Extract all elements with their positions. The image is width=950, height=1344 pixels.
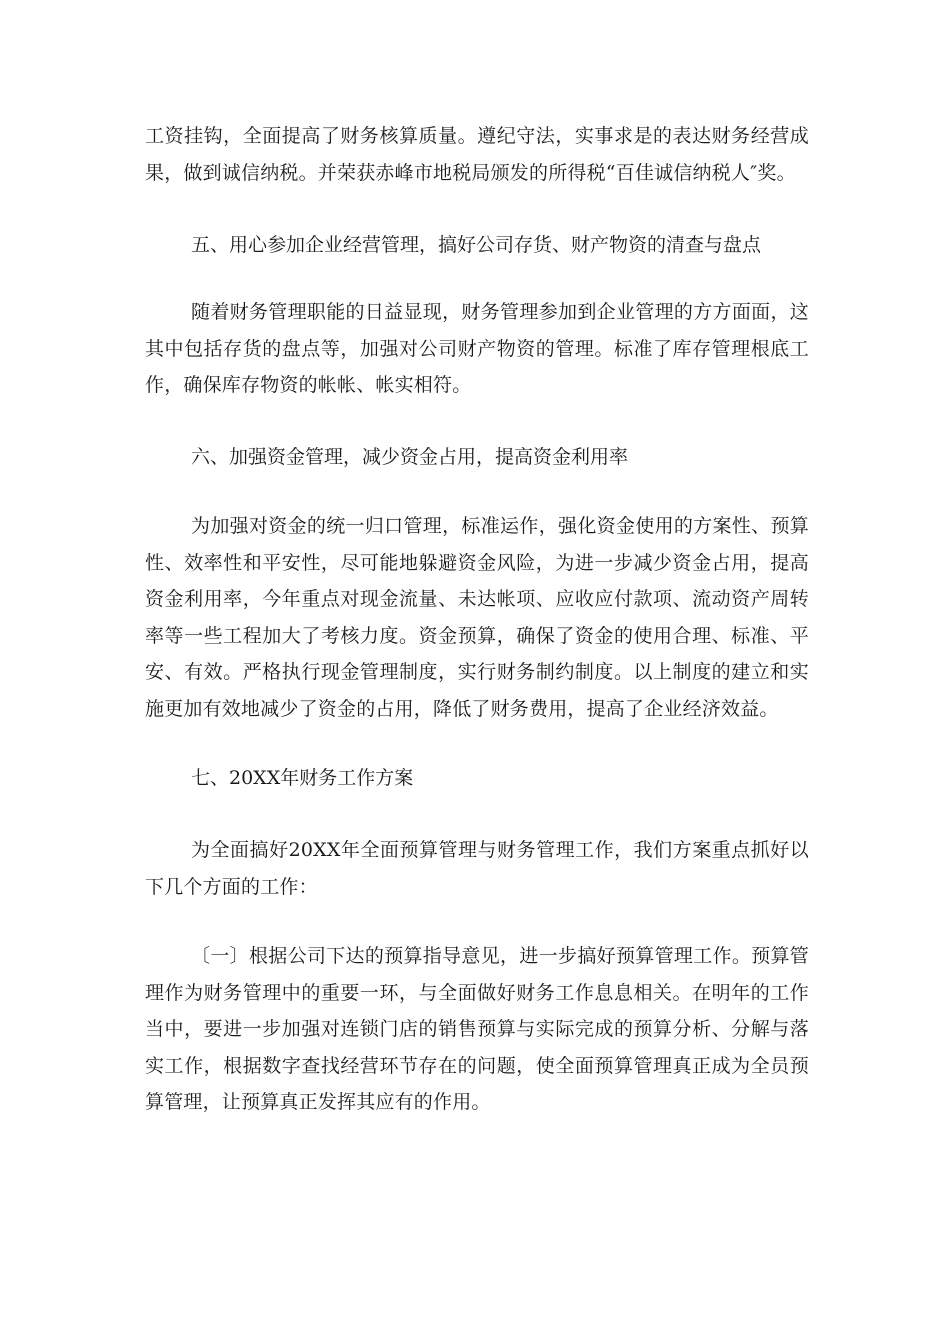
heading-section-7: 七、20XX年财务工作方案: [191, 767, 414, 789]
paragraph-plan-intro: 为全面搞好20XX年全面预算管理与财务管理工作，我们方案重点抓好以下几个方面的工作：: [145, 839, 809, 898]
paragraph-budget-management: 〔一〕根据公司下达的预算指导意见，进一步搞好预算管理工作。预算管理作为财务管理中的重要一环，与全面做好财务工作息息相关。在明年的工作当中，要进一步加强对连锁门店的销售预算与实际完成的预算分析、分解与落实工作，根据数字查找经营环节存在的问题，使全面预算管理真正成为全员预算管理，让预算真正发挥其应有的作用。: [145, 945, 809, 1113]
paragraph-capital-management: 为加强对资金的统一归口管理，标准运作，强化资金使用的方案性、预算性、效率性和平安性，尽可能地躲避资金风险，为进一步减少资金占用，提高资金利用率，今年重点对现金流量、未达帐项、应收应付款项、流动资产周转率等一些工程加大了考核力度。资金预算，确保了资金的使用合理、标准、平安、有效。严格执行现金管理制度，实行财务制约制度。以上制度的建立和实施更加有效地减少了资金的占用，降低了财务费用，提高了企业经济效益。: [145, 515, 809, 720]
heading-section-6: 六、加强资金管理，减少资金占用，提高资金利用率: [191, 446, 629, 468]
paragraph-inventory-management: 随着财务管理职能的日益显现，财务管理参加到企业管理的方方面面，这其中包括存货的盘点等，加强对公司财产物资的管理。标准了库存管理根底工作，确保库存物资的帐帐、帐实相符。: [145, 301, 809, 396]
paragraph-tax-integrity: 工资挂钩，全面提高了财务核算质量。遵纪守法，实事求是的表达财务经营成果，做到诚信纳税。并荣获赤峰市地税局颁发的所得税“百佳诚信纳税人″奖。: [145, 125, 809, 184]
heading-section-5: 五、用心参加企业经营管理，搞好公司存货、财产物资的清查与盘点: [191, 234, 762, 256]
